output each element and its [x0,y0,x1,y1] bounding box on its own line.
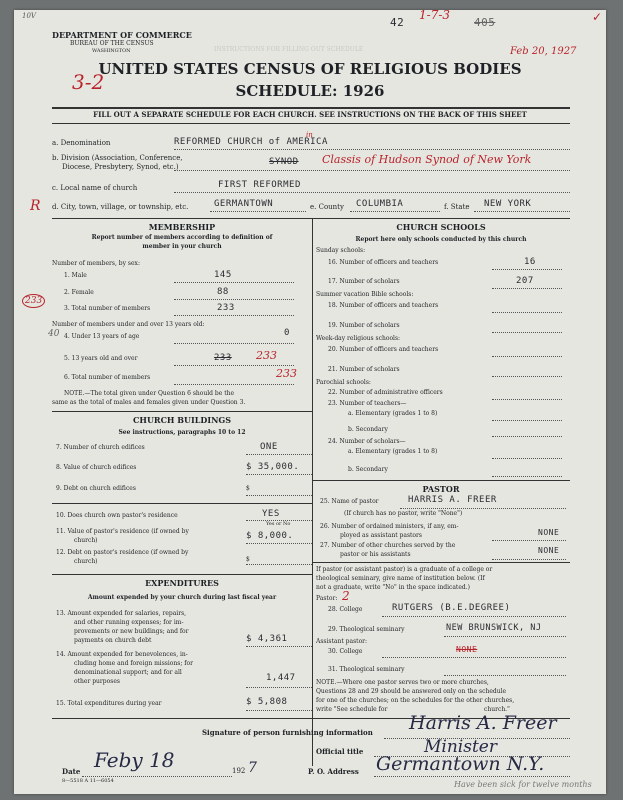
q23b-label: b. Secondary [348,426,388,433]
q29-label: 29. Theological seminary [328,626,405,633]
college-value: RUTGERS (B.E.DEGREE) [392,603,511,613]
struck-number: 405 [474,16,496,29]
local-name-value: FIRST REFORMED [218,180,301,190]
division-struck: SYNOD [269,157,299,167]
membership-note-2: same as the total of males and females given under Question 3. [52,399,246,406]
q5-value: 233 [256,349,277,362]
q4-label: 4. Under 13 years of age [64,333,140,340]
assistant-college-value: NONE [456,645,478,654]
q13-label-a: 13. Amount expended for salaries, repairs, [56,610,187,617]
county-value: COLUMBIA [356,199,404,209]
signature-label: Signature of person furnishing information [202,728,373,737]
denomination-value: REFORMED CHURCH of AMERICA [174,137,328,147]
corner-mark: 10V [22,12,36,20]
signature-value: Harris A. Freer [409,712,557,734]
buildings-sub: See instructions, paragraphs 10 to 12 [118,429,246,436]
year-prefix: 192 [232,767,246,775]
q7-label: 7. Number of church edifices [56,444,145,451]
q10-value: YES [262,509,280,519]
q17-label: 17. Number of scholars [328,278,400,285]
q2-value: 88 [217,287,229,297]
date-value: Feby 18 [94,748,175,772]
membership-sub1: Report number of members according to definition of [91,234,273,241]
county-label: e. County [310,203,344,211]
code-mark: 3-2 [72,70,105,94]
membership-title: MEMBERSHIP [148,222,216,232]
q9-label: 9. Debt on church edifices [56,485,136,492]
membership-sub2: member in your church [142,243,222,250]
q15-value: $ 5,808 [246,697,288,707]
check-mark: ✓ [592,10,603,24]
form-number-footer: 8—5518 A 11—6054 [62,778,114,784]
q13-label-c: provements or new buildings; and for [74,628,189,635]
q6-label: 6. Total number of members [64,374,151,381]
q4-value: 0 [284,328,290,338]
schedule-title: SCHEDULE: 1926 [235,82,385,100]
assistant-label: Assistant pastor: [316,638,368,645]
weekday-label: Week-day religious schools: [316,335,401,342]
schools-sub: Report here only schools conducted by this church [355,236,527,243]
official-title-value: Minister [424,737,497,757]
local-name-label: c. Local name of church [52,184,138,192]
q26-value: NONE [538,528,560,537]
margin-r-mark: R [30,198,41,214]
q2-label: 2. Female [64,289,94,296]
division-label-2: Diocese, Presbytery, Synod, etc.) [62,163,179,171]
q27-value: NONE [538,546,560,555]
pastor-note-4: write "See schedule for [316,706,388,713]
q1-label: 1. Male [64,272,87,279]
q23-label: 23. Number of teachers— [328,400,407,407]
q12-label: 12. Debt on pastor's residence (if owned by [56,549,189,556]
sunday-label: Sunday schools: [316,247,366,254]
expenditures-title: EXPENDITURES [145,578,219,588]
denomination-label: a. Denomination [52,139,111,147]
q22-label: 22. Number of administrative officers [328,389,443,396]
yes-or-no-hint: Yes or No [266,521,291,527]
graduate-note-3: not a graduate, write "No" in the space indicated.) [316,584,470,591]
pastor-note-5: church." [484,706,510,713]
received-date: Feb 20, 1927 [510,46,577,57]
q3-value: 233 [217,303,235,313]
q1-value: 145 [214,270,232,280]
bleed-through-text: INSTRUCTIONS FOR FILLING OUT SCHEDULE [214,46,364,53]
q28-label: 28. College [328,606,363,613]
expenditures-sub: Amount expended by your church during last fiscal year [87,594,277,601]
q5-label: 5. 13 years old and over [64,355,138,362]
q13-value: $ 4,361 [246,634,288,644]
pencil-note: Have been sick for twelve months [454,780,592,789]
q24b-label: b. Secondary [348,466,388,473]
instructions-line: FILL OUT A SEPARATE SCHEDULE FOR EACH CHURCH. SEE INSTRUCTIONS ON THE BACK OF THIS SHEET [93,110,527,119]
pencil-margin-note: 40 [48,329,60,339]
city-label: d. City, town, village, or township, etc. [52,203,189,211]
seminary-value: NEW BRUNSWICK, NJ [446,623,542,633]
form-title: UNITED STATES CENSUS OF RELIGIOUS BODIES [98,60,522,78]
q12-label-2: church) [74,558,98,565]
year-value: 7 [248,760,257,776]
q9-value: $ [246,485,250,492]
q8-label: 8. Value of church edifices [56,464,137,471]
state-value: NEW YORK [484,199,532,209]
q18-label: 18. Number of officers and teachers [328,302,439,309]
inserted-word: in [306,131,313,139]
q14-label-a: 14. Amount expended for benevolences, in- [56,651,188,658]
po-address-value: Germantown N.Y. [376,753,545,775]
city-value: GERMANTOWN [214,199,274,209]
q26-label: 26. Number of ordained ministers, if any, em- [320,523,459,530]
pastor-note-2: Questions 28 and 29 should be answered only on the schedule [316,688,507,695]
q26-label-2: ployed as assistant pastors [340,532,422,539]
division-label: b. Division (Association, Conference, [52,154,183,162]
graduate-note-2: theological seminary, give name of institution below. (If [316,575,485,582]
q20-label: 20. Number of officers and teachers [328,346,439,353]
q13-label-d: payments on church debt [74,637,152,644]
q10-label: 10. Does church own pastor's residence [56,512,178,519]
age-label: Number of members under and over 13 years old: [52,321,205,328]
form-number: 42 [390,16,405,29]
q27-label-2: pastor or his assistants [340,551,411,558]
q11-label-2: church) [74,537,98,544]
q24-label: 24. Number of scholars— [328,438,406,445]
q5-struck: 233 [214,353,232,363]
membership-note-1: NOTE.—The total given under Question 6 should be the [64,390,235,397]
q25-label: 25. Name of pastor [320,498,379,505]
graduate-note-1: If pastor (or assistant pastor) is a graduate of a college or [316,566,493,573]
q17-value: 207 [516,276,534,286]
date-label: Date [62,767,81,776]
pastor-name-value: HARRIS A. FREER [408,495,497,505]
po-address-label: P. O. Address [308,767,359,776]
pastor-mark: 2 [342,589,350,603]
pastor-note-3: for one of the churches; on the schedules for the other churches, [316,697,515,704]
q14-label-b: cluding home and foreign missions; for [74,660,193,667]
q14-label-d: other purposes [74,678,120,685]
summer-label: Summer vacation Bible schools: [316,291,414,298]
bureau-city: WASHINGTON [92,48,131,54]
pastor-title: PASTOR [422,484,460,494]
bureau-name: BUREAU OF THE CENSUS [70,40,154,47]
q16-value: 16 [524,257,536,267]
parochial-label: Parochial schools: [316,379,371,386]
q7-value: ONE [260,442,278,452]
q21-label: 21. Number of scholars [328,366,400,373]
q31-label: 31. Theological seminary [328,666,405,673]
q14-value: 1,447 [266,673,296,683]
q30-label: 30. College [328,648,363,655]
q23a-label: a. Elementary (grades 1 to 8) [348,410,438,417]
state-label: f. State [444,203,470,211]
q27-label: 27. Number of other churches served by the [320,542,456,549]
q19-label: 19. Number of scholars [328,322,400,329]
official-title-label: Official title [316,747,364,756]
q24a-label: a. Elementary (grades 1 to 8) [348,448,438,455]
q8-value: $ 35,000. [246,462,300,472]
q13-label-b: and other running expenses; for im- [74,619,184,626]
pastor-note-1: NOTE.—Where one pastor serves two or more churches, [316,679,489,686]
pastor-sub-label: Pastor: [316,595,338,602]
division-value: Classis of Hudson Synod of New York [322,153,532,166]
q14-label-c: denominational support; and for all [74,669,182,676]
q11-value: $ 8,000. [246,531,294,541]
buildings-title: CHURCH BUILDINGS [133,415,231,425]
red-date-mark: 1-7-3 [419,8,451,22]
by-sex-label: Number of members, by sex: [52,260,140,267]
q6-value: 233 [276,367,297,380]
q16-label: 16. Number of officers and teachers [328,259,439,266]
q15-label: 15. Total expenditures during year [56,700,162,707]
q11-label: 11. Value of pastor's residence (if owned by [56,528,189,535]
circled-margin-note: 233 [22,294,45,308]
q3-label: 3. Total number of members [64,305,151,312]
schools-title: CHURCH SCHOOLS [396,222,486,232]
q25-hint: (If church has no pastor, write "None") [344,510,463,517]
department-name: DEPARTMENT OF COMMERCE [52,30,192,40]
q12-value: $ [246,556,250,563]
census-form [14,10,606,794]
